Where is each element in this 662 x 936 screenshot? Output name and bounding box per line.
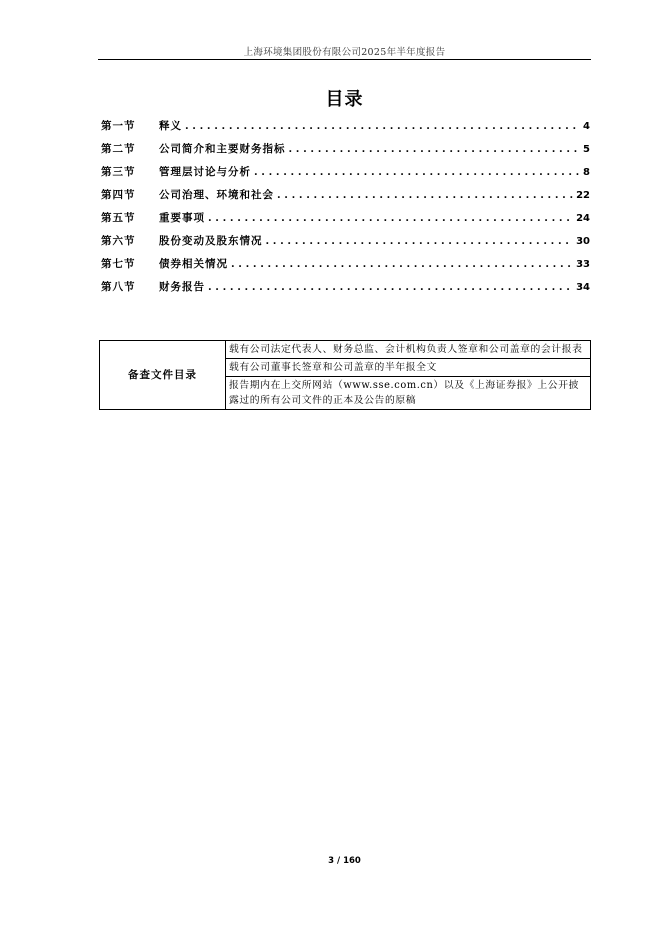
- toc-section-name: 管理层讨论与分析: [159, 166, 251, 178]
- toc-leader-dots: [266, 235, 574, 247]
- toc-section-number: 第五节: [101, 212, 136, 224]
- toc-section-name: 财务报告: [159, 281, 205, 293]
- toc-entry[interactable]: [101, 233, 590, 256]
- reference-document-item: 载有公司董事长签章和公司盖章的半年报全文: [226, 359, 591, 377]
- toc-title: 目录: [325, 89, 364, 110]
- toc-entry[interactable]: [101, 256, 590, 279]
- toc-leader-dots: [208, 212, 573, 224]
- toc-section-number: 第二节: [101, 143, 136, 155]
- toc-section-name: 释义: [159, 120, 182, 132]
- toc-entry[interactable]: [101, 210, 590, 233]
- toc-section-name: 股份变动及股东情况: [159, 235, 263, 247]
- reference-document-item: 报告期内在上交所网站（www.sse.com.cn）以及《上海证券报》上公开披露过的所有公司文件的正本及公告的原稿: [226, 377, 591, 410]
- toc-page-number: 5: [583, 144, 590, 155]
- reference-document-item: 载有公司法定代表人、财务总监、会计机构负责人签章和公司盖章的会计报表: [226, 341, 591, 359]
- header-divider: [98, 59, 591, 60]
- toc-section-number: 第一节: [101, 120, 136, 132]
- toc-entry[interactable]: [101, 279, 590, 302]
- toc-section-name: 公司治理、环境和社会: [159, 189, 274, 201]
- toc-leader-dots: [231, 258, 573, 270]
- toc-page-number: 30: [576, 236, 590, 247]
- table-row: [100, 341, 591, 359]
- reference-documents-table: [99, 340, 591, 410]
- toc-entry[interactable]: [101, 164, 590, 187]
- toc-entry[interactable]: [101, 141, 590, 164]
- toc-section-number: 第四节: [101, 189, 136, 201]
- toc-leader-dots: [277, 189, 573, 201]
- toc-section-name: 重要事项: [159, 212, 205, 224]
- toc-section-number: 第三节: [101, 166, 136, 178]
- page-header: 上海环境集团股份有限公司2025年半年度报告: [243, 47, 446, 58]
- toc-page-number: 4: [583, 121, 590, 132]
- toc-entry[interactable]: [101, 187, 590, 210]
- toc-page-number: 33: [576, 259, 590, 270]
- toc-section-number: 第七节: [101, 258, 136, 270]
- toc-leader-dots: [208, 281, 573, 293]
- toc-leader-dots: [254, 166, 580, 178]
- toc-leader-dots: [289, 143, 581, 155]
- toc-page-number: 34: [576, 282, 590, 293]
- toc-section-name: 公司简介和主要财务指标: [159, 143, 286, 155]
- toc-section-number: 第六节: [101, 235, 136, 247]
- toc-section-name: 债券相关情况: [159, 258, 228, 270]
- toc-page-number: 22: [576, 190, 590, 201]
- reference-documents-label: 备查文件目录: [100, 341, 226, 410]
- toc-page-number: 24: [576, 213, 590, 224]
- toc-entry[interactable]: [101, 118, 590, 141]
- toc-page-number: 8: [583, 167, 590, 178]
- toc-section-number: 第八节: [101, 281, 136, 293]
- toc-list: [101, 118, 590, 302]
- toc-leader-dots: [185, 120, 580, 132]
- page-number-footer: 3 / 160: [328, 856, 361, 866]
